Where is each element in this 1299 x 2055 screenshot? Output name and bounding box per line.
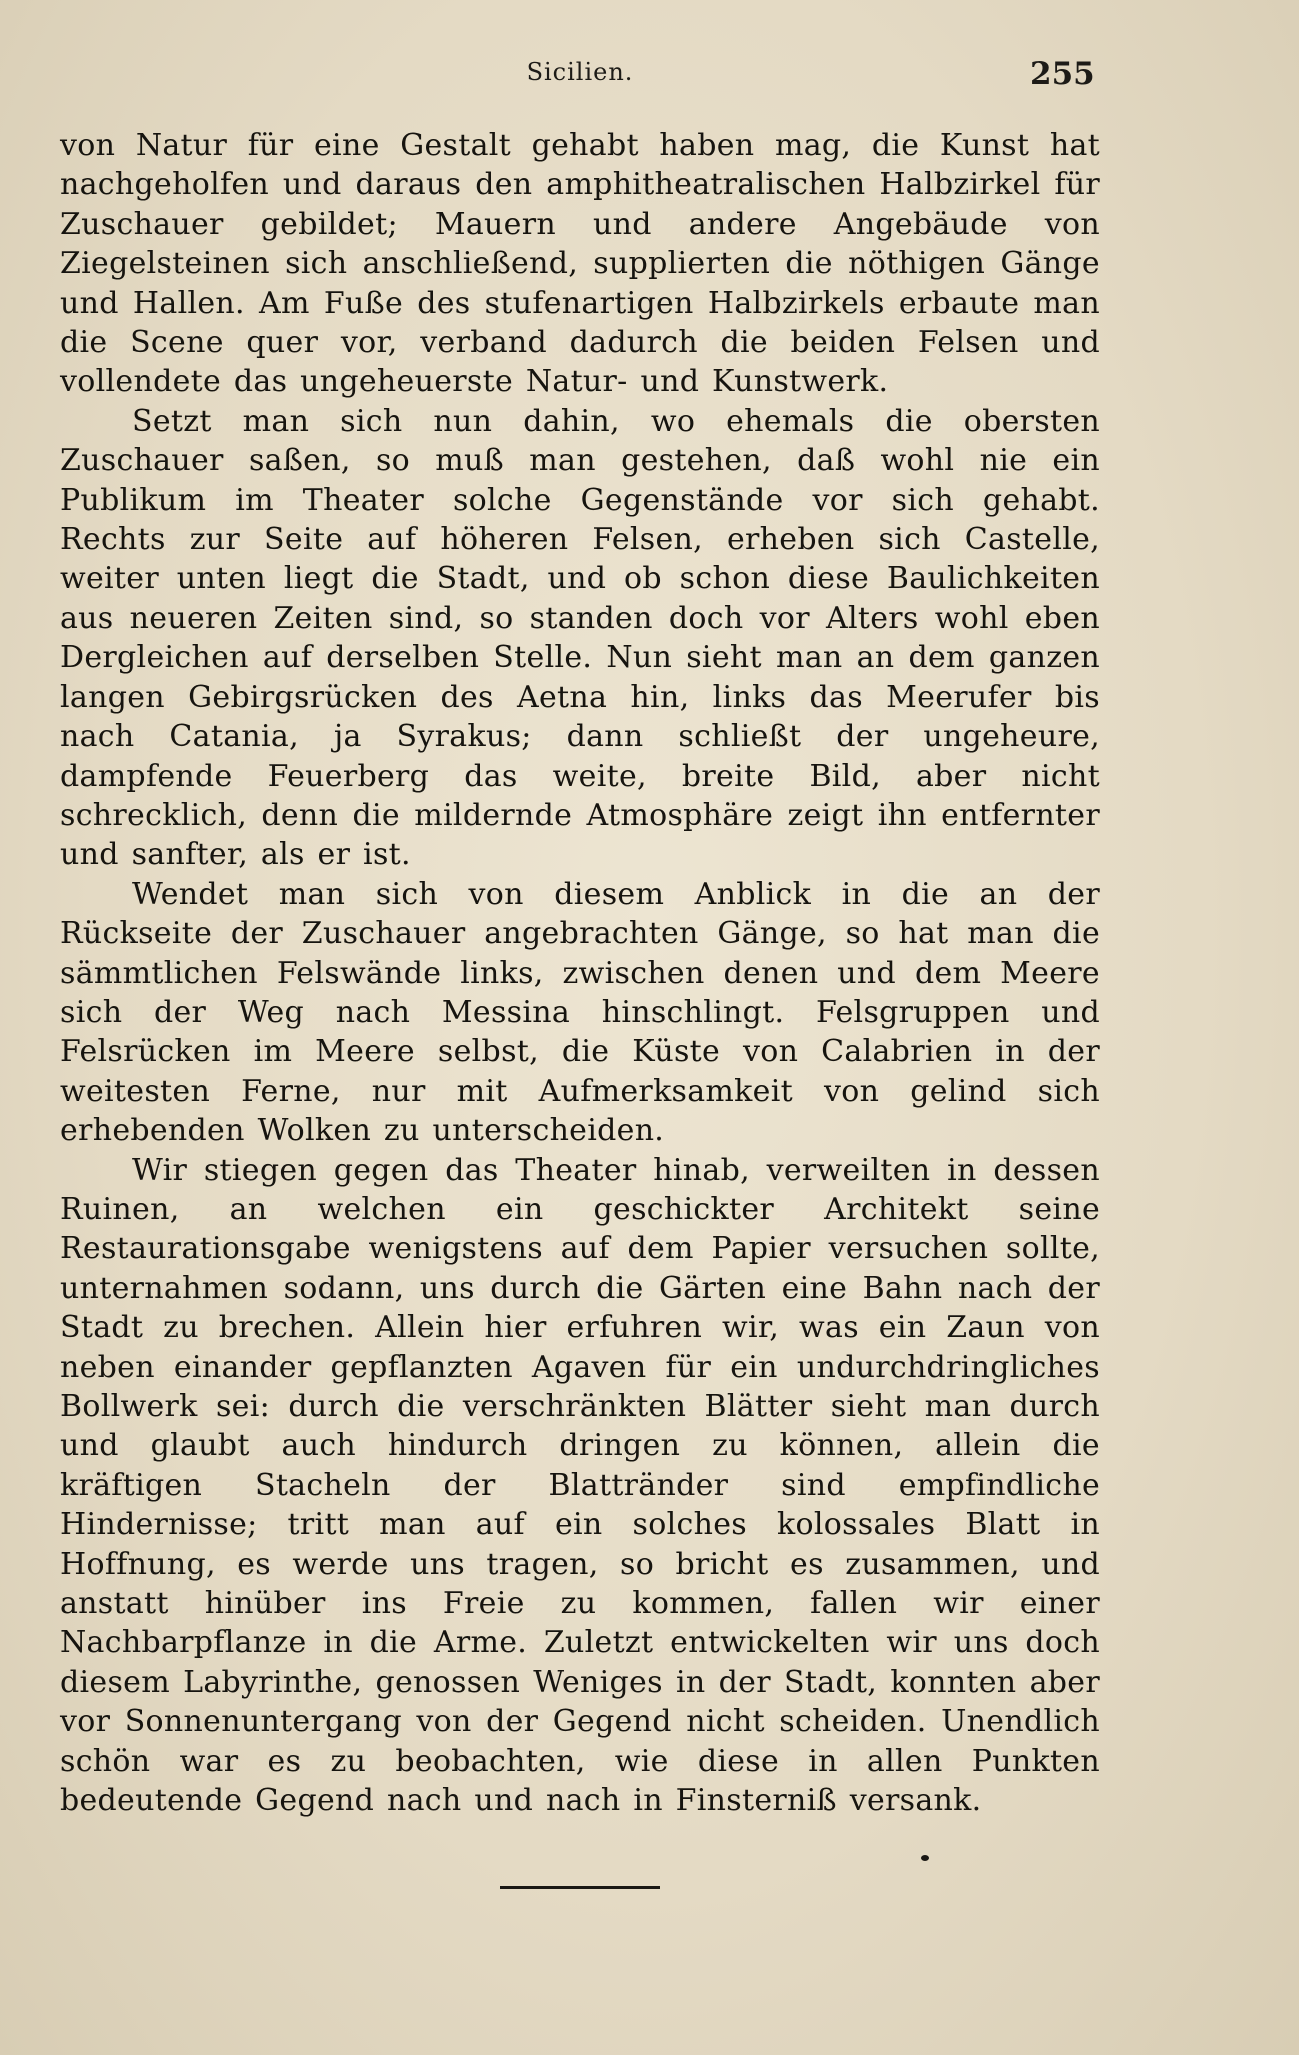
ink-speck	[921, 1855, 929, 1861]
paragraph: Setzt man sich nun dahin, wo ehemals die obersten Zuschauer saßen, so muß man gestehen, daß wohl nie ein Publikum im Theater solche Gegenstände vor sich gehabt. Rechts zur Seite auf höheren Felsen, erheben sich Castelle, weiter unten liegt die Stadt, und ob schon diese Baulichkeiten aus neueren Zeiten sind, so standen doch vor Alters wohl eben Dergleichen auf derselben Stelle. Nun sieht man an dem ganzen langen Gebirgsrücken des Aetna hin, links das Meerufer bis nach Catania, ja Syrakus; dann schließt der ungeheure, dampfende Feuerberg das weite, breite Bild, aber nicht schrecklich, denn die mildernde Atmosphäre zeigt ihn entfernter und sanfter, als er ist.	[60, 403, 1100, 873]
paragraph: Wendet man sich von diesem Anblick in die an der Rückseite der Zuschauer angebrachten Gänge, so hat man die sämmtlichen Felswände links, zwischen denen und dem Meere sich der Weg nach Messina hinschlingt. Felsgruppen und Felsrücken im Meere selbst, die Küste von Calabrien in der weitesten Ferne, nur mit Aufmerksamkeit von gelind sich erhebenden Wolken zu unterscheiden.	[60, 876, 1100, 1149]
running-head-title: Sicilien.	[526, 58, 634, 86]
paragraph: von Natur für eine Gestalt gehabt haben mag, die Kunst hat nachgeholfen und daraus den amphitheatralischen Halbzirkel für Zuschauer gebildet; Mauern und andere Angebäude von Ziegelsteinen sich anschließend, supplierten die nöthigen Gänge und Hallen. Am Fuße des stufenartigen Halbzirkels erbaute man die Scene quer vor, verband dadurch die beiden Felsen und vollendete das ungeheuerste Natur- und Kunstwerk.	[60, 128, 1100, 400]
paragraph: Wir stiegen gegen das Theater hinab, verweilten in dessen Ruinen, an welchen ein geschickter Architekt seine Restaurationsgabe wenigstens auf dem Papier versuchen sollte, unternahmen sodann, uns durch die Gärten eine Bahn nach der Stadt zu brechen. Allein hier erfuhren wir, was ein Zaun von neben einander gepflanzten Agaven für ein undurchdringliches Bollwerk sei: durch die verschränkten Blätter sieht man durch und glaubt auch hindurch dringen zu können, allein die kräftigen Stacheln der Blattränder sind empfindliche Hindernisse; tritt man auf ein solches kolossales Blatt in Hoffnung, es werde uns tragen, so bricht es zusammen, und anstatt hinüber ins Freie zu kommen, fallen wir einer Nachbarpflanze in die Arme. Zuletzt entwickelten wir uns doch diesem Labyrinthe, genossen Weniges in der Stadt, konnten aber vor Sonnenuntergang von der Gegend nicht scheiden. Unendlich schön war es zu beobachten, wie diese in allen Punkten bedeutende Gegend nach und nach in Finsterniß versank.	[60, 1152, 1100, 1819]
section-end-rule	[500, 1886, 660, 1889]
running-head	[0, 58, 1299, 98]
page-number: 255	[1030, 56, 1095, 92]
body-text	[60, 126, 1100, 1820]
